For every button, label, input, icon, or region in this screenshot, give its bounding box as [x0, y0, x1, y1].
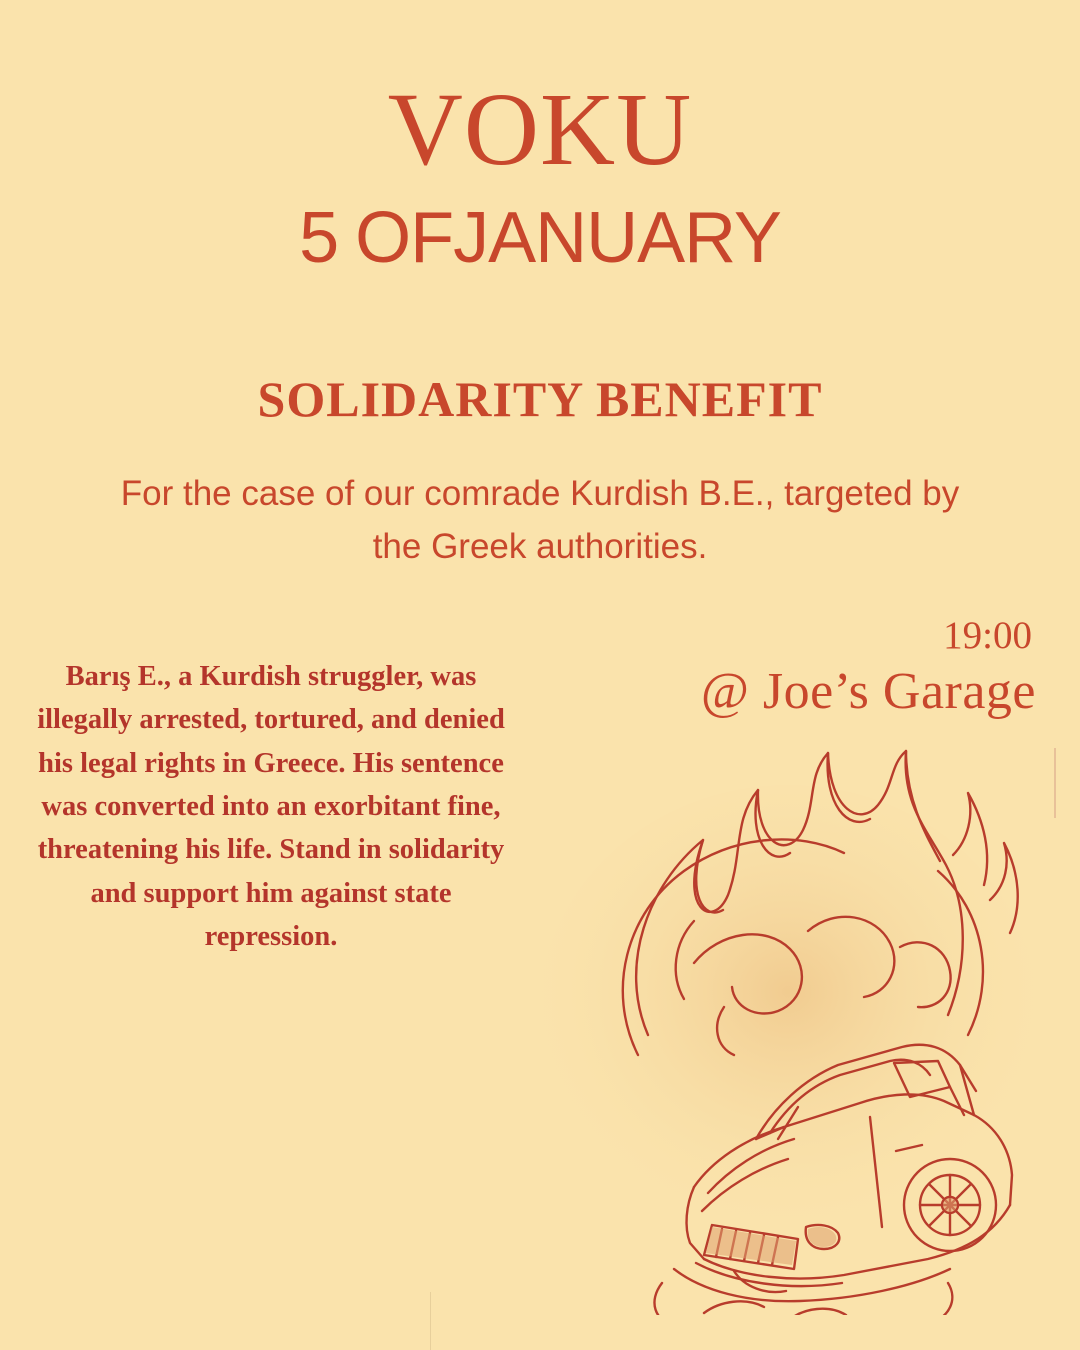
- poster-subtitle: SOLIDARITY BENEFIT: [257, 371, 823, 427]
- date-of: OF: [355, 198, 454, 278]
- date-month: JANUARY: [453, 198, 781, 278]
- date-number: 5: [299, 198, 339, 278]
- poster-body-text: Barış E., a Kurdish struggler, was illegally arrested, tortured, and denied his legal rights in Greece. His sentence was converted into an exorbitant fine, threatening his life. Stand in solidarity and support him against state repression.: [37, 661, 505, 952]
- poster-title: VOKU: [387, 72, 693, 187]
- fold-line: [430, 1292, 431, 1350]
- headline-block: [0, 72, 1080, 278]
- poster-lede: For the case of our comrade Kurdish B.E., targeted by the Greek authorities.: [120, 474, 960, 566]
- poster-date: [0, 200, 1080, 278]
- event-venue: @ Joe’s Garage: [701, 663, 1036, 720]
- burning-car-illustration: [498, 735, 1068, 1315]
- event-time: 19:00: [943, 614, 1032, 657]
